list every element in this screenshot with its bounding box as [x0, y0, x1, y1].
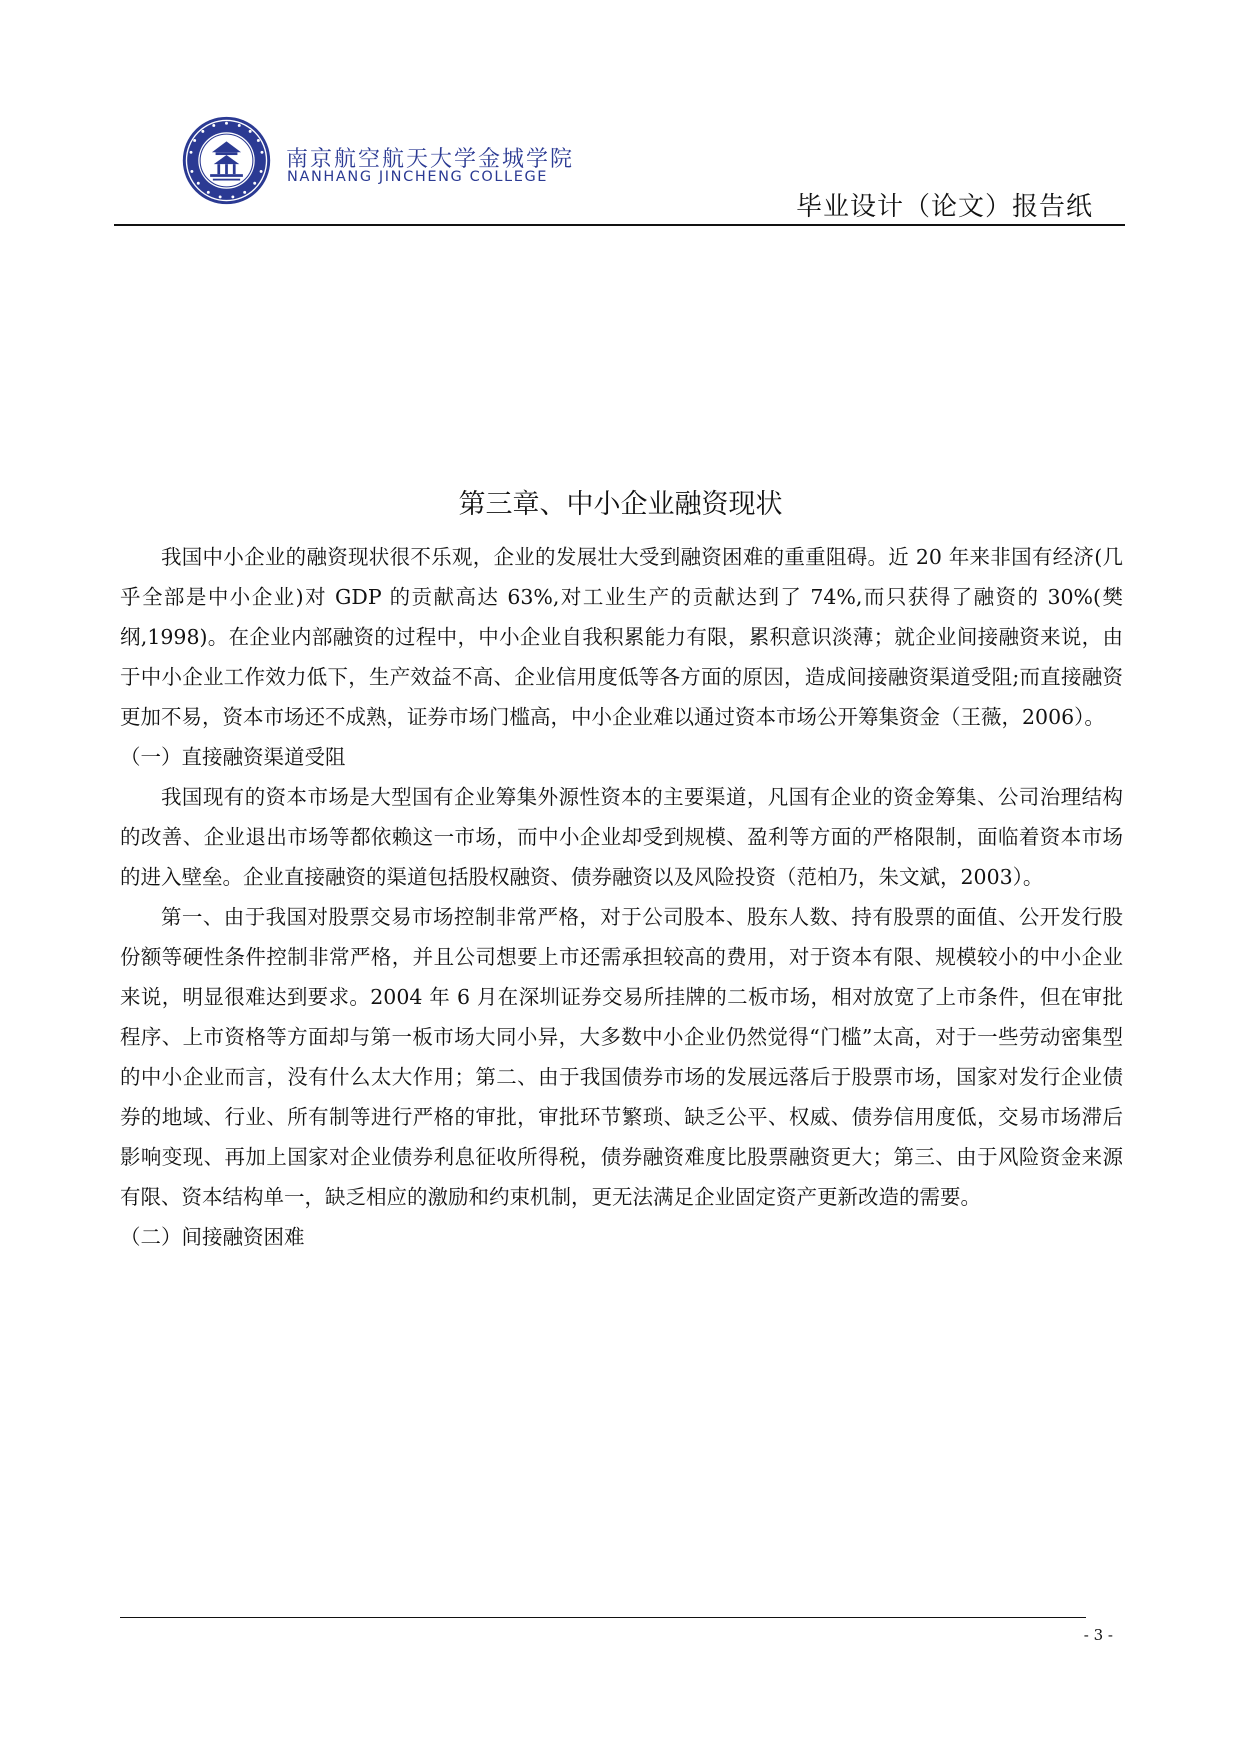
report-paper-title: 毕业设计（论文）报告纸 [795, 192, 1093, 222]
body-content [120, 537, 1123, 1257]
section-heading-direct-financing: （一）直接融资渠道受阻 [120, 745, 346, 769]
chapter-title: 第三章、中小企业融资现状 [458, 489, 783, 520]
header-divider [114, 224, 1125, 226]
paragraph-financing-status: 我国中小企业的融资现状很不乐观，企业的发展壮大受到融资困难的重重阻碍。近 20 年来非国有经济(几乎全部是中小企业)对 GDP 的贡献高达 63%,对工业生产的贡献达到了 74%,而只获得了融资的 30%(樊纲,1998)。在企业内部融资的过程中，中小企业自我积累能力有限，累积意识淡薄；就企业间接融资来说，由于中小企业工作效力低下，生产效益不高、企业信用度低等各方面的原因，造成间接融资渠道受阻;而直接融资更加不易，资本市场还不成熟，证券市场门槛高，中小企业难以通过资本市场公开筹集资金（王薇，2006）。 [120, 545, 1123, 729]
college-seal-logo [181, 115, 272, 206]
paragraph-capital-market: 我国现有的资本市场是大型国有企业筹集外源性资本的主要渠道，凡国有企业的资金筹集、公司治理结构的改善、企业退出市场等都依赖这一市场，而中小企业却受到规模、盈利等方面的严格限制，面临着资本市场的进入壁垒。企业直接融资的渠道包括股权融资、债券融资以及风险投资（范柏乃，朱文斌，2003）。 [120, 785, 1123, 889]
paragraph-stock-bond-venture: 第一、由于我国对股票交易市场控制非常严格，对于公司股本、股东人数、持有股票的面值、公开发行股份额等硬性条件控制非常严格，并且公司想要上市还需承担较高的费用，对于资本有限、规模较小的中小企业来说，明显很难达到要求。2004 年 6 月在深圳证券交易所挂牌的二板市场，相对放宽了上市条件，但在审批程序、上市资格等方面却与第一板市场大同小异，大多数中小企业仍然觉得“门槛”太高，对于一些劳动密集型的中小企业而言，没有什么太大作用；第二、由于我国债券市场的发展远落后于股票市场，国家对发行企业债券的地域、行业、所有制等进行严格的审批，审批环节繁琐、缺乏公平、权威、债券信用度低，交易市场滞后影响变现、再加上国家对企业债券利息征收所得税，债券融资难度比股票融资更大；第三、由于风险资金来源有限、资本结构单一，缺乏相应的激励和约束机制，更无法满足企业固定资产更新改造的需要。 [120, 905, 1123, 1209]
college-name-english: NANHANG JINCHENG COLLEGE [287, 169, 549, 185]
footer-divider [120, 1617, 1086, 1618]
college-name-chinese: 南京航空航天大学金城学院 [286, 147, 575, 172]
page-number: - 3 - [1083, 1626, 1113, 1644]
section-heading-indirect-financing: （二）间接融资困难 [120, 1225, 305, 1249]
